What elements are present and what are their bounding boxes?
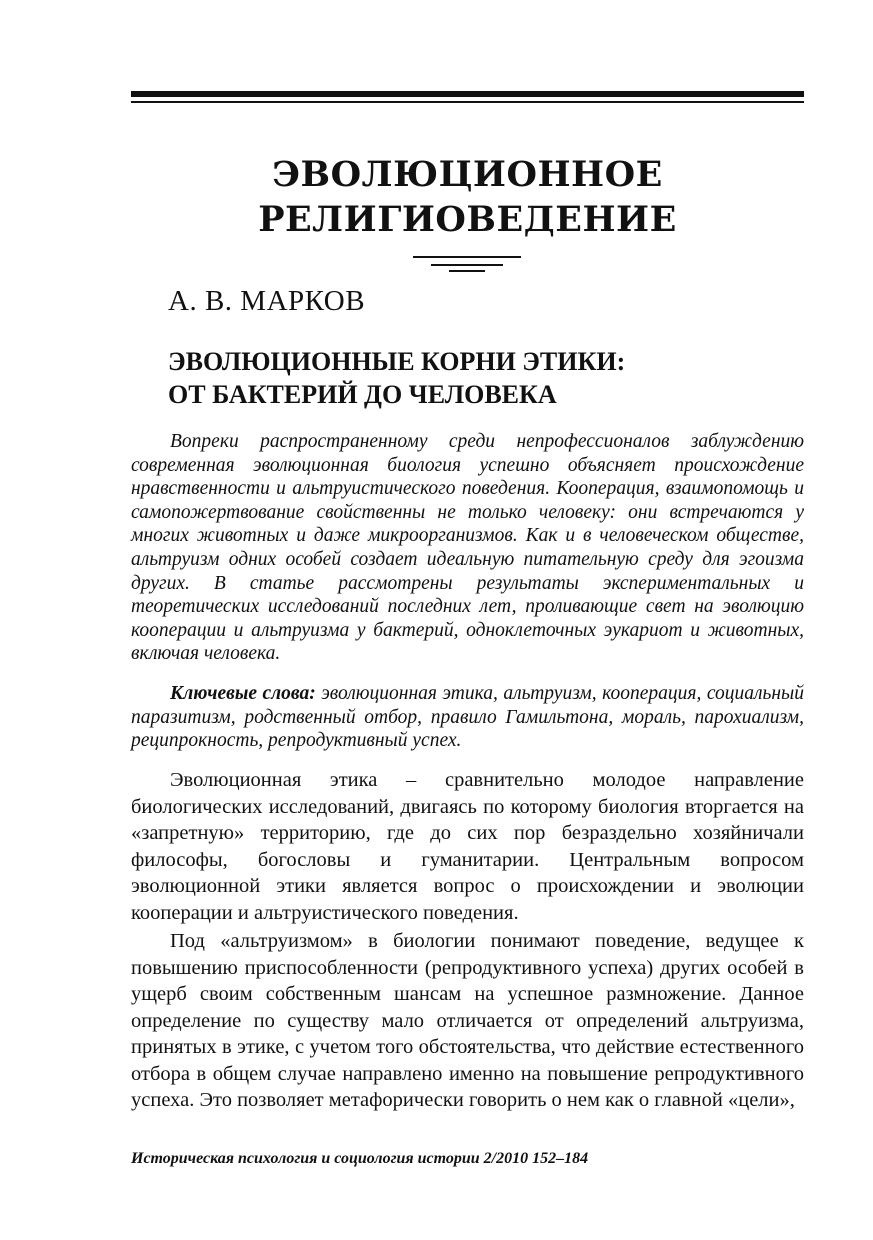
abstract: Вопреки распространенному среди непрофессионалов заблуждению современная эволюционная биология успешно объясняет происхождение нравственности и альтруистического поведения. Кооперация, взаимопомощь и самопожертвование свойственны не только человеку: они встречаются у многих животных и даже микроорганизмов. Как и в человеческом обществе, альтруизм одних особей создает идеальную питательную среду для эгоизма других. В статье рассмотрены результаты экспериментальных и теоретических исследований последних лет, проливающие свет на эволюцию кооперации и альтруизма у бактерий, одноклеточных эукариот и животных, включая человека. <box>131 431 804 665</box>
keywords <box>131 682 804 753</box>
body-text <box>131 767 804 1116</box>
article-title: ЭВОЛЮЦИОННЫЕ КОРНИ ЭТИКИ: ОТ БАКТЕРИЙ ДО ЧЕЛОВЕКА <box>168 347 626 409</box>
keywords-text: эволюционная этика, альтруизм, кооперация, социальный паразитизм, родственный отбор, правило Гамильтона, мораль, парохиализм, реципрокность, репродуктивный успех. <box>131 683 804 752</box>
author-name: А. В. МАРКОВ <box>168 285 366 317</box>
body-paragraph: Под «альтруизмом» в биологии понимают поведение, ведущее к повышению приспособленности (репродуктивного успеха) других особей в ущерб своим собственным шансам на успешное размножение. Данное определение по существу мало отличается от определений альтруизма, принятых в этике, с учетом того обстоятельства, что действие естественного отбора в общем случае направлено именно на повышение репродуктивного успеха. Это позволяет метафорически говорить о нем как о главной «цели», <box>131 930 804 1111</box>
section-title: ЭВОЛЮЦИОННОЕ РЕЛИГИОВЕДЕНИЕ <box>258 154 677 240</box>
body-paragraph: Эволюционная этика – сравнительно молодое направление биологических исследований, двигаясь по которому биология вторгается на «запретную» территорию, где до сих пор безраздельно хозяйничали философы, богословы и гуманитарии. Центральным вопросом эволюционной этики является вопрос о происхождении и эволюции кооперации и альтруистического поведения. <box>131 769 804 924</box>
header-rule-thick <box>131 91 804 97</box>
header-rule-thin <box>131 101 804 103</box>
journal-footer: Историческая психология и социология истории 2/2010 152–184 <box>131 1150 589 1167</box>
keywords-label: Ключевые слова: <box>170 683 316 704</box>
